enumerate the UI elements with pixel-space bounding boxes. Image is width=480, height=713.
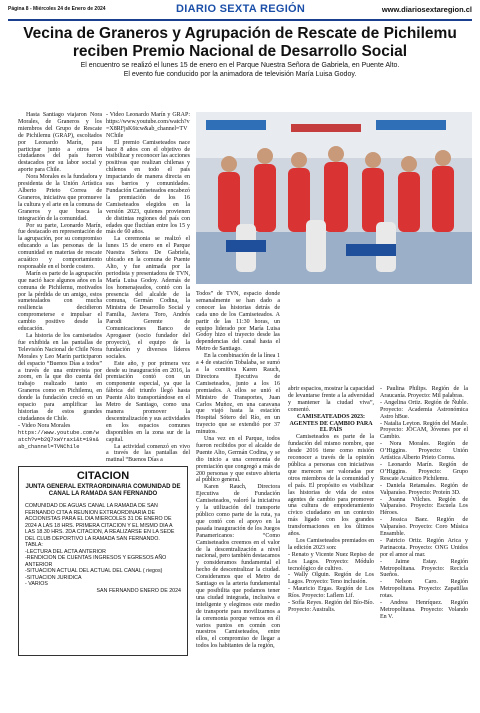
article-lead: [20, 62, 460, 79]
article-column-2: [106, 112, 190, 464]
citacion-body: [25, 503, 181, 594]
paragraph: Una vez en el Parque, todos fueron recibidos por el alcalde de Puente Alto, Germán Codina, y se dio inicio a una ceremonia de premiación que congregó a más de 200 personas y que estuvo abierta al público general.: [196, 436, 280, 484]
list-item: - Paulina Philips. Región de la Araucanía. Proyecto: Mil palabras.: [380, 386, 468, 399]
list-item: - Nelson Caro. Región Metropolitana. Proyecto: Zapatillas rotas.: [380, 579, 468, 600]
list-item: - Wally Olguin. Región de Los Lagos. Proyecto: Teno inclusión.: [288, 572, 374, 586]
article-column-1: [18, 112, 102, 460]
citacion-subtitle: JUNTA GENERAL EXTRAORDINARIA COMUNIDAD DE CANAL LA RAMADA SAN FERNANDO: [25, 484, 181, 497]
list-item: - Angelina Ortiz. Región de Ñuble. Proyecto: Academia Astronómica Astro hBue.: [380, 399, 468, 420]
paragraph: Todos” de TVN, espacio donde semanalmente se han dado a conocer las historias detrás de cada uno de los Camiseteados. A partir de las 11:30 horas, un equipo liderado por María Luisa Godoy hizo el trayecto desde las dependencias del canal hasta el Metro de Santiago.: [196, 291, 280, 353]
citacion-item: -SITUACION ACTUAL DEL ACTUAL DEL CANAL ( riegos): [25, 568, 163, 574]
list-item: - Sofía Reyes. Región del Bío-Bío. Proyecto: Australis.: [288, 600, 374, 613]
paragraph: Por su parte, Leonardo Marín, fue destacado en representación de la agrupación, por su compromiso educando a las personas de la comunidad en materias de rescate acuático y comportamiento responsable en el borde costero.: [18, 222, 102, 270]
citacion-signature: SAN FERNANDO ENERO DE 2024: [96, 587, 181, 594]
list-item: - Leonardo Marín. Región de O’Higgins. Proyecto: Grupo Rescate Acuático Pichilemu.: [380, 461, 468, 482]
paragraph: La ceremonia se realizó el lunes 15 de enero en el Parque Nuestra Señora De Gabriela, ubicado en la comuna de Puente Alto, y fue animada por la periodista y presentadora de TVN, María Luisa Godoy. Además de los homenajeados, contó con la presencia del alcalde de la comuna, Germán Codina, la Ministra de Desarrollo Social y Familia, Javiera Toro, Andrés Parodi Gerente de Comunicaciones Banco de Aprogaser (socio fundador del proyecto), el equipo de la fundación y diversos líderes sociales.: [106, 236, 190, 360]
paragraph: - Video Nora Morales: [18, 422, 71, 429]
page-header: [8, 3, 472, 21]
list-item: - Mauricio Ergas. Región de Los Ríos. Proyecto: Laflem Lif.: [288, 586, 374, 600]
lead-line-1: El encuentro se realizó el lunes 15 de enero en el Parque Nuestra Señora de Gabriela, en Puente Alto.: [80, 62, 400, 69]
paragraph: Hasta Santiago viajaron Nora Morales, de Graneros y los miembros del Grupo de Rescate de Pichilemu (GRAP), escoltados por Leonardo Marín, para participar junto a otros 14 ciudadanos del país fueron destacados por su labor social y aporte para Chile.: [18, 112, 102, 174]
video-link[interactable]: - Video Leonardo Marín y GRAP: https://www.youtube.com/watch?v=X8RFjsK6tcw&ab_channel=TVNChile: [106, 112, 190, 139]
paragraph: Este año, y por primera vez desde su inauguración en 2016, la premiación contó con un componente especial, ya que la fábrica del triunfo llegó hasta Puente Alto transportándose en el Metro de Santiago, como una manera promover la descentralización y sus actividades en los espacios comunes disponibles en la zona sur de la capital.: [106, 360, 190, 443]
paragraph: En la combinación de la línea 1 a 4 de estación Tobalaba, se sumó a la comitiva Karen Rauch, Directora Ejecutiva de Camiseteados, junto a los 16 premiados. A ellos se unió el Ministro de Transportes, Juan Carlos Muñoz, en una caravana que viajó hasta la estación Hospital Sótero del Río, en un trayecto que se extendió por 37 minutos.: [196, 353, 280, 436]
citacion-text: COMUNIDAD DE AGUAS CANAL LA RAMADA DE SAN FERNANDO CITA A REUNION EXTRAORDINARIA DE ACCIONISTAS PARA EL DIA MIERCOLES 31 DE ENERO DE 2024 A LAS 18 HRS. PRIMERA CITACION Y EL MISMO DIA A LAS 18.30 HRS. 2DA CITACION, A REALIZARSE EN LA SEDE DEL CLUB DEPORTIVO LA RAMADA SAN FERNANDO.: [25, 503, 175, 542]
paragraph: La actividad comenzó en vivo a través de las pantallas del matinal “Buenos Días a: [106, 443, 190, 464]
list-item: - Daniela Retamales. Región de Valparaíso. Proyecto: Proteín 3D.: [380, 482, 468, 496]
paragraph: Camiseteados es parte de la fundación del mismo nombre, que desde 2016 tiene como misión reconocer a través de la opinión pública a personas con iniciativas que merecen ser valoradas por otros miembros de la comunidad y el país. El propósito es visibilizar las historias de vida de estos agentes de cambio para promover una cultura de empoderamiento cívico ciudadano en un contexto más ligado con los grandes transformaciones en los últimos años.: [288, 434, 374, 538]
citacion-item: -SITUACION JURIDICA: [25, 574, 82, 581]
paragraph: La historia de los camisetados fue exhibida en las pantallas de Televisión Nacional de Chile Nora Morales y Leo Marín participaron del espacio “Buenos Días a todos” a través de una entrevista por zoom, en la que dio cuenta del trabajo realizado tanto en Graneros como en Pichilemu, en donde la fundación creció en un espacio para amplificar las historias de estos grandes ciudadanos de Chile.: [18, 333, 102, 422]
masthead: DIARIO SEXTA REGIÓN: [176, 3, 306, 15]
article-headline: Vecina de Graneros y Agrupación de Rescate de Pichilemu reciben Premio Nacional de Desarrollo Social: [23, 25, 457, 60]
group-photo-icon: [196, 112, 472, 284]
list-item: - Andrea Henríquez. Región Metropolitana. Proyecto: Volando En V.: [380, 600, 468, 620]
paragraph: Los Camiseteados premiados en la edición 2023 son:: [288, 537, 374, 551]
paragraph: abrir espacios, mostrar la capacidad de levantarse frente a la adversidad y mantener la ciudad viva”, comentó.: [288, 386, 374, 413]
list-item: - Jaime Estay. Región Metropolitana. Proyecto: Recicla Sueños.: [380, 558, 468, 579]
event-photo: [196, 112, 472, 284]
lead-line-2: El evento fue conducido por la animadora de televisión María Luisa Godoy.: [123, 70, 357, 78]
list-item: - Jessica Baez. Región de Valparaíso. Proyecto: Coro Música Ensamble.: [380, 517, 468, 538]
article-column-3: [196, 291, 280, 659]
list-item: - Joanna Vilches. Región de Valparaíso. Proyecto: Escuela Los Héroes.: [380, 496, 468, 517]
paragraph: El premio Camiseteados nace hace 8 años con el objetivo de visibilizar y reconocer las acciones positivas que realizan chilenas y chilenos en todo el país impactando de manera directa en sus barrios y comunidades. Fundación Camiseteados encabezó la premiación de los 16 Camiseteados elegidos en la versión 2023, quienes provienen de distintas regiones del país con edades que fluctúan entre los 15 y más de 60 años.: [106, 139, 190, 236]
list-item: - Natalia Leyton. Región del Maule. Proyecto: JOCAM, Jóvenes por el Cambio.: [380, 420, 468, 441]
paragraph: Marín es parte de la agrupación que nació hace algunos años en la comuna de Pichilemu, motivados por la pérdida de un amigo, estos sumetealados con mucha resiliencia decidieron comprometerse e impulsar el cambio positivo desde la educación.: [18, 270, 102, 333]
citacion-item: -LECTURA DEL ACTA ANTERIOR: [25, 548, 106, 555]
citacion-tabla-label: TABLA:: [25, 542, 43, 548]
list-item: - Nora Morales. Región de O’Higgins. Proyecto: Unión Artística Alberto Prieto Correa.: [380, 441, 468, 462]
citacion-item: - VARIOS: [25, 581, 48, 587]
paragraph: Nora Morales es la fundadora y presidenta de la Unión Artística Alberto Prieto Correa de Graneros, iniciativa que promueve la cultura y el arte en la comuna de Graneros y que busca la integración de la comunidad.: [18, 174, 102, 222]
citacion-title: CITACION: [76, 470, 130, 482]
paragraph: Karen Rauch, Directora Ejecutiva de Fundación Camiseteados, valoró la iniciativa y la utilización del transporte público como parte de la ruta, ya que contó con el apoyo en la pasada inauguración de los Juegos Panamericanos: “Como Camiseteados creemos en el valor de la descentralización a nivel nacional, pero también destacamos y consideramos fundamental el hecho de descentralizar la ciudad. Consideramos que el Metro de Santiago es la arteria fundamental que posibilita que podamos tener una ciudad integrada, inclusiva e inteligente y elegimos este medio de transporte para movilizarnos a la ceremonia porque vemos en él varios puntos en común con nuestros Camiseteados, entre ellos, el compromiso de llegar a todos los habitantes de la región,: [196, 484, 280, 650]
citacion-item: -RENDICION DE CUENTAS INGRESOS Y EGRESOS AÑO ANTERIOR: [25, 555, 167, 568]
page-date: Página 8 - Miércoles 24 de Enero de 2024: [8, 6, 106, 12]
section-subtitle: CAMISEATEADOS 2023: AGENTES DE CAMBIO PARA EL PAÍS: [289, 413, 373, 434]
article-column-5: [380, 386, 468, 659]
list-item: - Renato y Vicente Nuez Repiso de Los Lagos. Proyecto: Módulo tecnológico de cultivo.: [288, 551, 374, 572]
article-column-4: [288, 386, 374, 659]
citacion-notice: [18, 466, 188, 656]
list-item: - Patricio Ortiz. Región Arica y Parinacota. Proyecto: ONG Unidos por el amor al mar.: [380, 537, 468, 558]
video-link[interactable]: https://www.youtube.com/watch?v=b2Q7xwYrax1&t=19s&ab_channel=TVNChile: [18, 429, 99, 450]
website-link[interactable]: www.diariosextaregion.cl: [381, 5, 472, 14]
